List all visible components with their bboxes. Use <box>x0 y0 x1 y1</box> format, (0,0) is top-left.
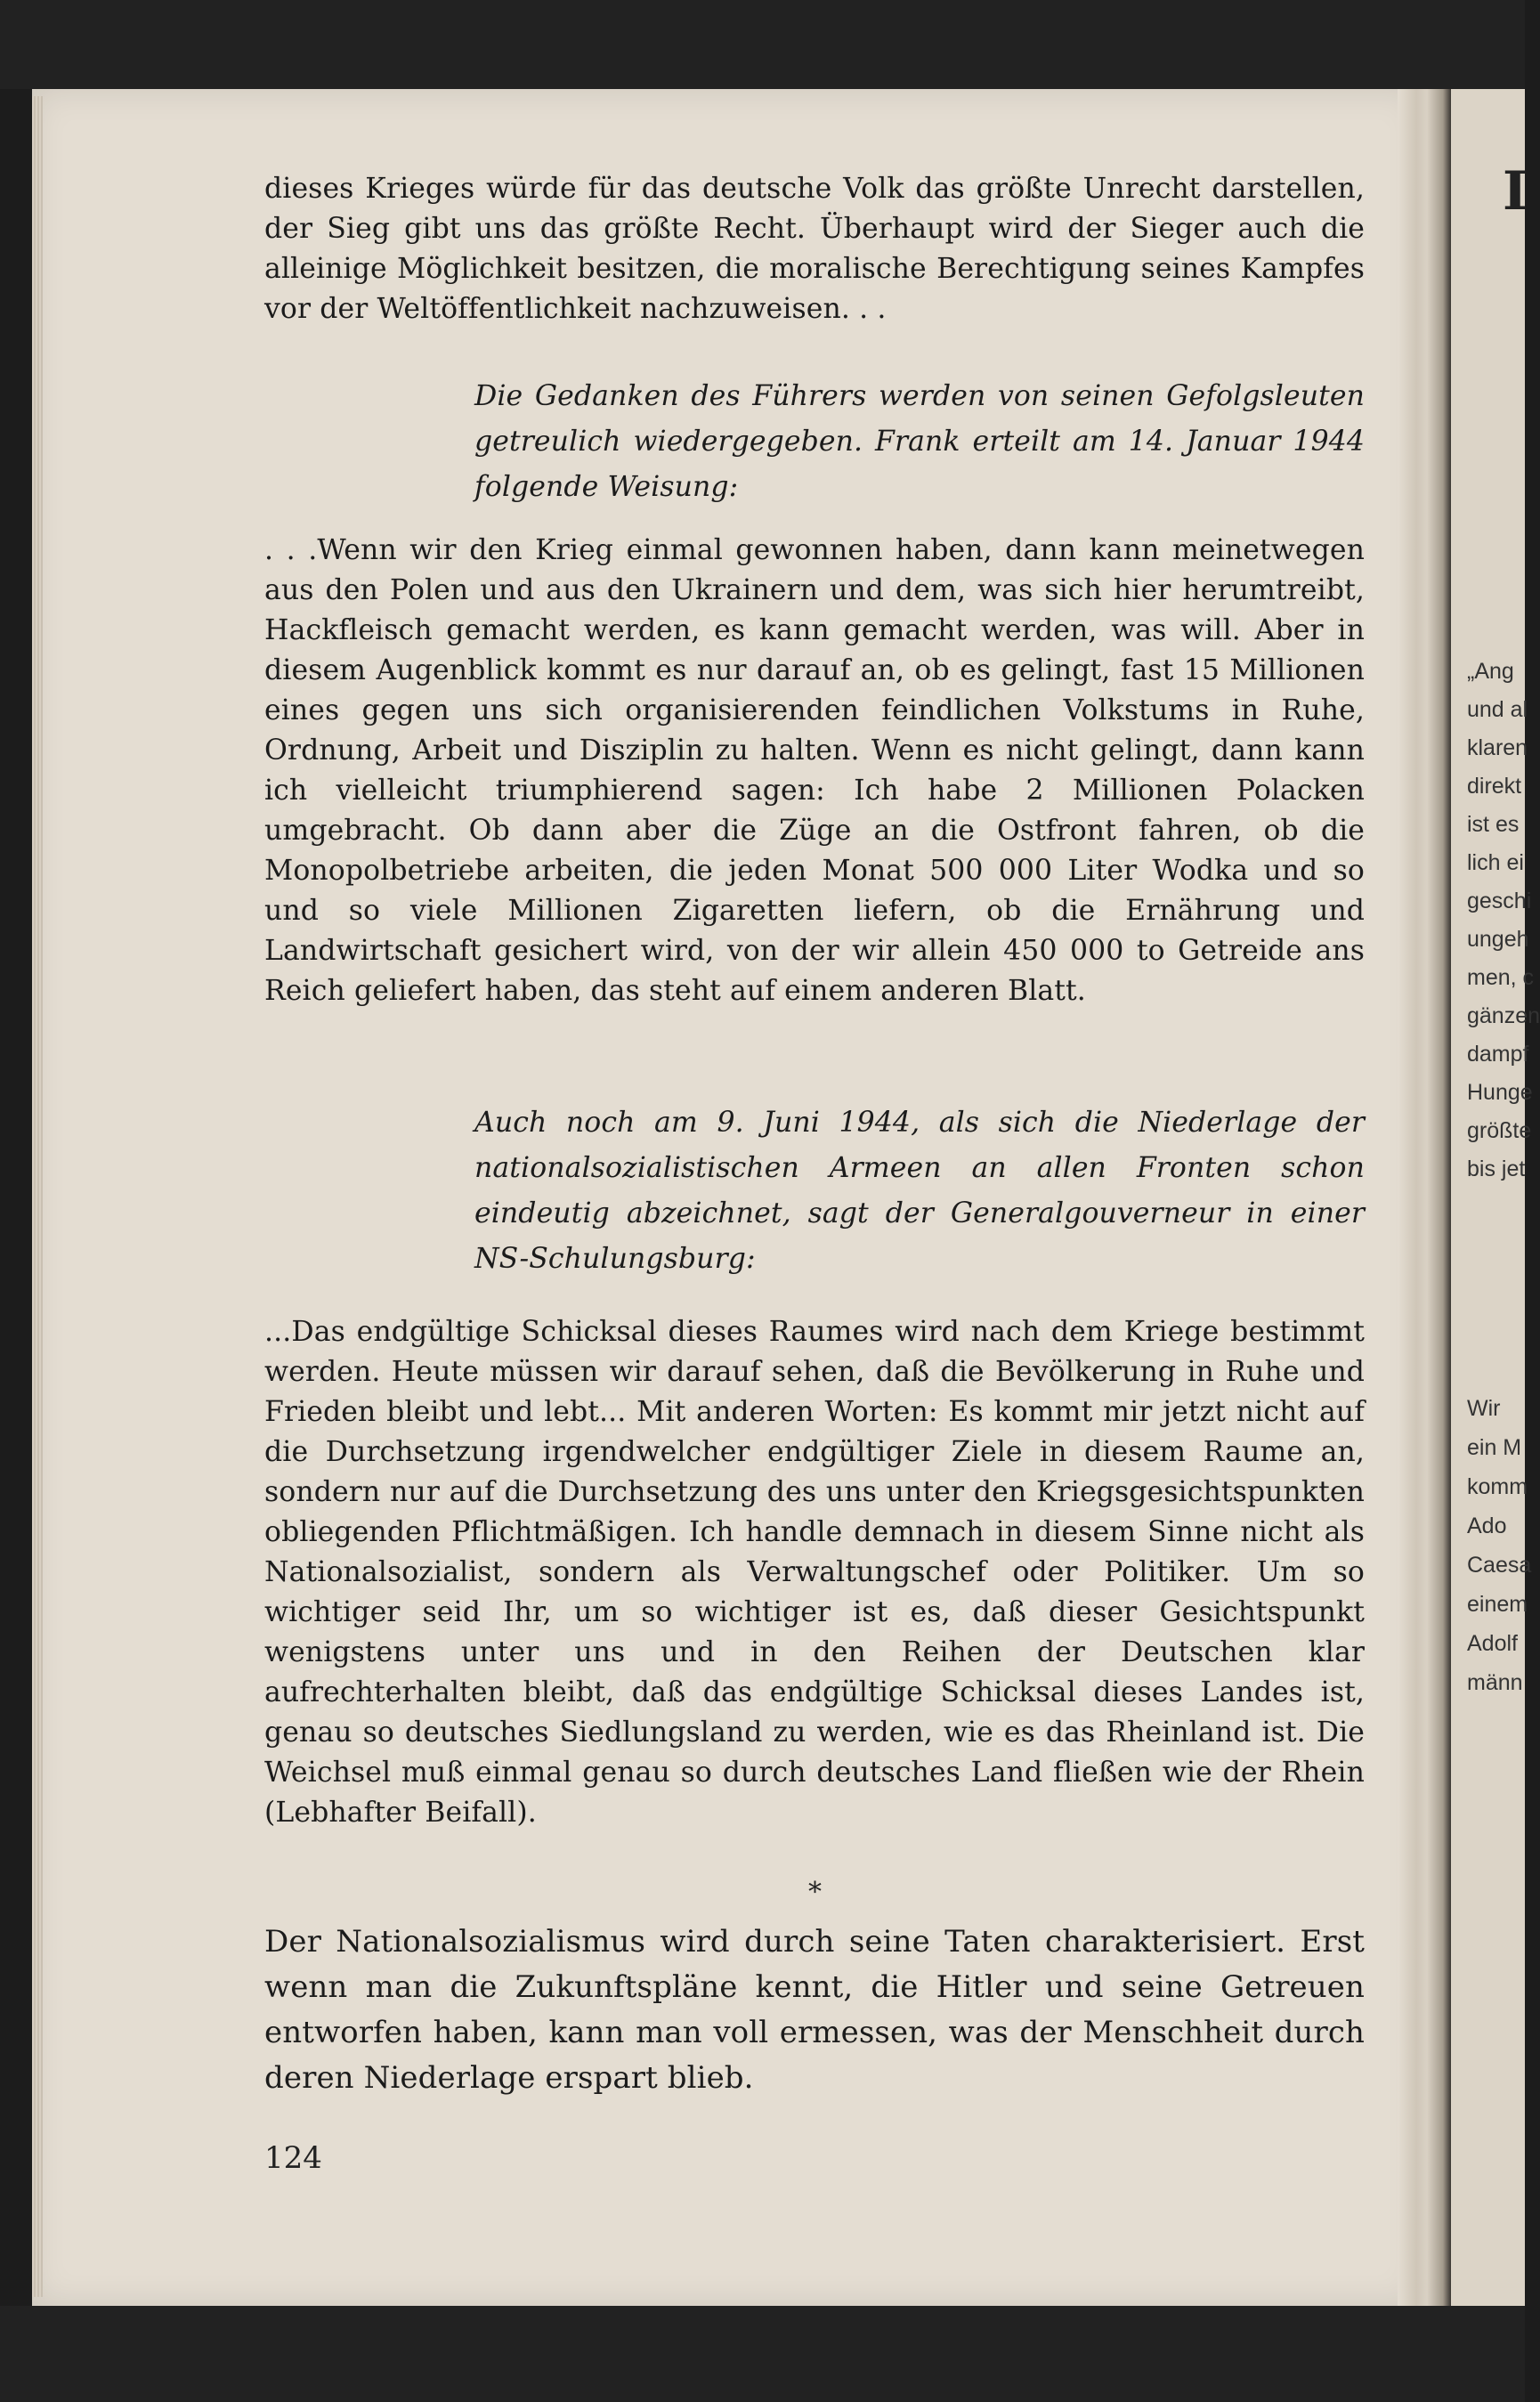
facing-fragment: „Ang <box>1467 659 1514 684</box>
scan-backdrop-bottom <box>0 2306 1525 2402</box>
page-stack-edge <box>32 96 43 2297</box>
paragraph-intro: dieses Krieges würde für das deutsche Volk das größte Unrecht darstellen, der Sieg gibt uns das größte Recht. Überhaupt wird der Sieger auch die alleinige Möglichkeit besitzen, die moralische Berechtigung seines Kampfes vor der Weltöffentlichkeit nachzuweisen. . . <box>264 173 1365 325</box>
facing-fragment: männ <box>1467 1670 1523 1695</box>
facing-page <box>1451 89 1540 2306</box>
facing-fragment: Caesa <box>1467 1553 1532 1578</box>
editorial-note-frank: Die Gedanken des Führers werden von seinen Gefolgsleuten getreulich wiedergegeben. Frank erteilt am 14. Januar 1944 folgende Weisung: <box>474 380 1365 503</box>
facing-fragment: Wir <box>1467 1396 1501 1421</box>
facing-fragment: gänzen <box>1467 1003 1540 1028</box>
facing-fragment: klaren <box>1467 735 1528 760</box>
book-gutter <box>1398 89 1451 2306</box>
quote-schulungsburg: ...Das endgültige Schicksal dieses Raumes wird nach dem Kriege bestimmt werden. Heute müssen wir darauf sehen, daß die Bevölkerung in Ruhe und Frieden bleibt und lebt... Mit anderen Worten: Es kommt mir jetzt nicht auf die Durchsetzung irgendwelcher endgültiger Ziele in diesem Raume an, sondern nur auf die Durchsetzung des uns unter den Kriegsgesichtspunkten obliegenden Pflichtmäßigen. Ich handle demnach in diesem Sinne nicht als Nationalsozialist, sondern als Verwaltungschef oder Politiker. Um so wichtiger seid Ihr, um so wichtiger ist es, daß dieser Gesichtspunkt wenigstens unter uns und in den Reihen der Deutschen klar aufrechterhalten bleibt, daß das endgültige Schicksal dieses Landes ist, genau so deutsches Siedlungsland zu werden, wie es das Rheinland ist. Die Weichsel muß einmal genau so durch deutsches Land fließen wie der Rhein (Lebhafter Beifall). <box>264 1316 1365 1829</box>
facing-fragment: ungeh <box>1467 927 1529 952</box>
facing-fragment: men, c <box>1467 965 1535 990</box>
facing-page-heading: I <box>1503 160 1528 223</box>
section-separator: * <box>808 1877 822 1908</box>
quote-frank-1944-01: . . .Wenn wir den Krieg einmal gewonnen haben, dann kann meinetwegen aus den Polen und aus den Ukrainern und dem, was sich hier herumtreibt, Hackfleisch gemacht werden, es kann gemacht werden, was will. Aber in diesem Augenblick kommt es nur darauf an, ob es gelingt, fast 15 Millionen eines gegen uns sich organisierenden feindlichen Volkstums in Ruhe, Ordnung, Arbeit und Disziplin zu halten. Wenn es nicht gelingt, dann kann ich vielleicht triumphierend sagen: Ich habe 2 Millionen Polacken umgebracht. Ob dann aber die Züge an die Ostfront fahren, ob die Monopolbetriebe arbeiten, die jeden Monat 500 000 Liter Wodka und so und so viele Millionen Zigaretten liefern, ob die Ernährung und Landwirtschaft gesichert wird, von der wir allein 450 000 to Getreide ans Reich geliefert haben, das steht auf einem anderen Blatt. <box>264 534 1365 1007</box>
facing-fragment: bis jet <box>1467 1156 1526 1181</box>
scan-backdrop-top <box>0 0 1525 89</box>
facing-fragment: und al <box>1467 697 1528 722</box>
page-number: 124 <box>264 2140 322 2176</box>
facing-fragment: dampf <box>1467 1042 1529 1067</box>
facing-fragment: Adolf <box>1467 1631 1518 1656</box>
facing-fragment: geschi <box>1467 889 1532 913</box>
paragraph-conclusion: Der Nationalsozialismus wird durch seine Taten charakterisiert. Erst wenn man die Zukunftspläne kennt, die Hitler und seine Getreuen entworfen haben, kann man voll ermessen, was der Menschheit durch deren Niederlage erspart blieb. <box>264 1924 1365 2096</box>
editorial-note-june: Auch noch am 9. Juni 1944, als sich die Niederlage der nationalsozialistischen Armeen an allen Fronten schon eindeutig abzeichnet, sagt der Generalgouverneur in einer NS-Schulungsburg: <box>474 1107 1365 1275</box>
facing-fragment: einem <box>1467 1592 1528 1617</box>
facing-fragment: ein M <box>1467 1435 1522 1460</box>
facing-fragment: komm <box>1467 1474 1528 1499</box>
facing-fragment: Hunge <box>1467 1080 1533 1105</box>
facing-fragment: ist es <box>1467 812 1520 837</box>
facing-fragment: lich ei <box>1467 850 1524 875</box>
facing-fragment: Ado <box>1467 1513 1507 1538</box>
facing-fragment: größte <box>1467 1118 1532 1143</box>
facing-fragment: direkt <box>1467 774 1522 799</box>
